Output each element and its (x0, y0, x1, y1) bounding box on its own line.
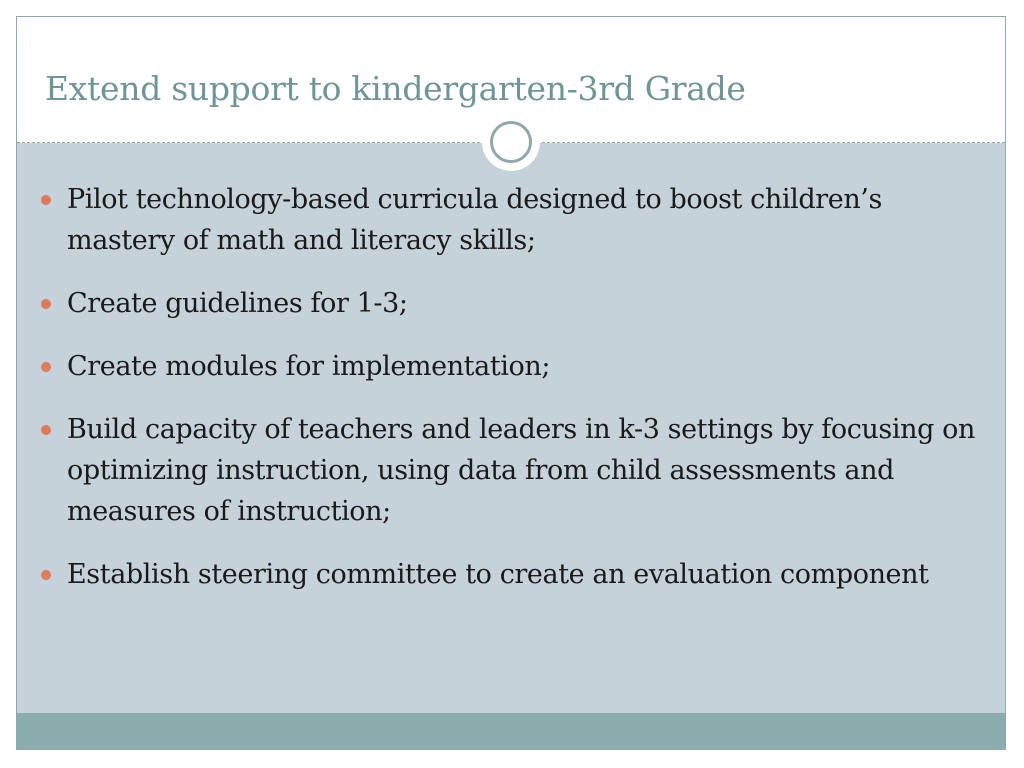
bullet-text: Build capacity of teachers and leaders in k-3 settings by focusing on optimizing instruction, using data from child assessments and measures of instruction; (67, 414, 976, 527)
bullet-dot-icon (41, 299, 51, 309)
bullet-item (41, 179, 991, 261)
bullet-text: Establish steering committee to create an evaluation component (67, 559, 929, 590)
slide (16, 16, 1006, 750)
slide-title: Extend support to kindergarten-3rd Grade (45, 69, 746, 108)
bullet-dot-icon (41, 362, 51, 372)
bullet-list (41, 179, 991, 617)
bullet-item (41, 554, 991, 595)
bullet-dot-icon (41, 425, 51, 435)
bullet-text: Pilot technology-based curricula designed to boost children’s mastery of math and literacy skills; (67, 184, 882, 256)
footer-bar (17, 713, 1005, 749)
bullet-text: Create guidelines for 1-3; (67, 288, 408, 319)
circle-ring-icon (482, 113, 540, 171)
bullet-item (41, 409, 991, 532)
bullet-item (41, 346, 991, 387)
bullet-dot-icon (41, 570, 51, 580)
bullet-text: Create modules for implementation; (67, 351, 551, 382)
circle-ring-inner (490, 121, 532, 163)
bullet-item (41, 283, 991, 324)
bullet-dot-icon (41, 195, 51, 205)
